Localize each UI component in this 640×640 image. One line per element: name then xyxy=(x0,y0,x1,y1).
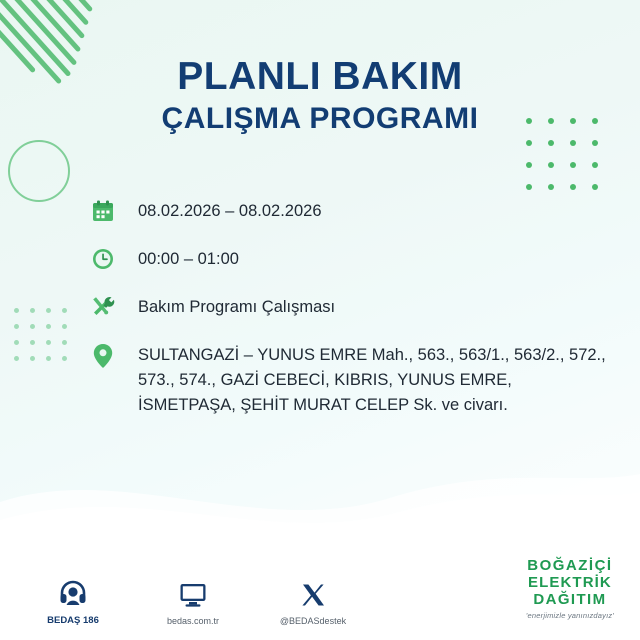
info-row-time xyxy=(86,246,610,272)
contact-call-center[interactable] xyxy=(30,577,116,626)
time-range-text: 00:00 – 01:00 xyxy=(138,250,239,269)
brand-line-1: BOĞAZİÇİ xyxy=(527,557,613,575)
dot-grid-left-decoration xyxy=(14,308,67,361)
monitor-icon xyxy=(150,578,236,612)
footer-contacts xyxy=(30,577,356,626)
calendar-icon xyxy=(86,198,120,223)
page-title xyxy=(0,56,640,136)
title-line-2: ÇALIŞMA PROGRAMI xyxy=(161,102,479,136)
contact-x-label: @BEDASdestek xyxy=(279,616,347,626)
brand-logo xyxy=(526,558,614,620)
contact-website[interactable] xyxy=(150,578,236,626)
contact-x-account[interactable] xyxy=(270,578,356,626)
info-row-address xyxy=(86,342,610,418)
headset-icon xyxy=(30,577,116,611)
location-pin-icon xyxy=(86,342,120,369)
brand-line-3: DAĞITIM xyxy=(533,590,607,608)
title-line-1: PLANLI BAKIM xyxy=(177,55,463,98)
date-range-text: 08.02.2026 – 08.02.2026 xyxy=(138,202,322,220)
info-list xyxy=(86,198,610,440)
brand-slogan: 'enerjimizle yanınızdayız' xyxy=(525,610,614,620)
contact-website-label: bedas.com.tr xyxy=(166,616,220,626)
wave-decoration xyxy=(0,428,640,548)
circle-decoration xyxy=(8,140,70,202)
brand-line-2: ELEKTRİK xyxy=(528,574,612,592)
contact-call-center-label: BEDAŞ 186 xyxy=(47,615,99,626)
x-twitter-icon xyxy=(270,578,356,612)
work-type-text: Bakım Programı Çalışması xyxy=(138,298,336,317)
info-row-date xyxy=(86,198,610,224)
info-row-work-type xyxy=(86,294,610,320)
address-text: SULTANGAZİ – YUNUS EMRE Mah., 563., 563/1., 563/2., 572., 573., 574., GAZİ CEBECİ, KIBRIS, YUNUS EMRE, İSMETPAŞA, ŞEHİT MURAT CELEP Sk. ve civarı. xyxy=(138,346,606,415)
tools-icon xyxy=(86,294,120,319)
clock-icon xyxy=(86,246,120,271)
